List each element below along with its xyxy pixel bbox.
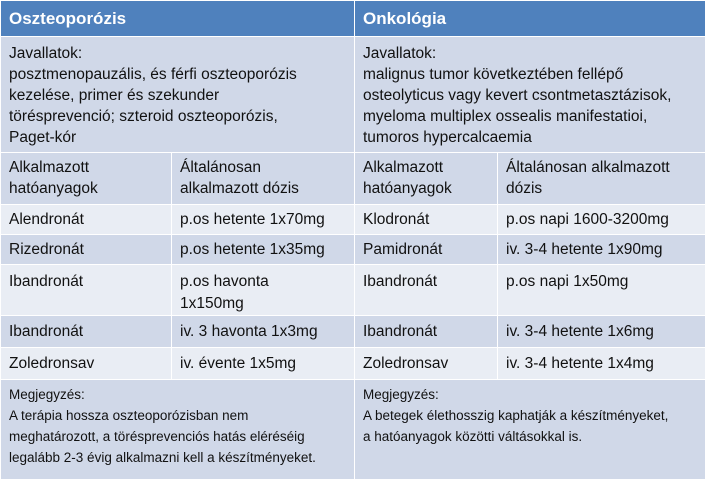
note-line: A betegek élethosszig kaphatják a készítményeket,	[363, 405, 697, 426]
indications-oncology	[355, 37, 705, 153]
right-dose-cell: p.os napi 1x50mg	[498, 265, 705, 316]
indication-line: malignus tumor következtében fellépő	[363, 64, 697, 85]
indication-line: osteolyticus vagy kevert csontmetasztázisok,	[363, 85, 697, 106]
indication-line: kezelése, primer és szekunder	[9, 85, 346, 106]
table-row	[1, 205, 705, 235]
header-row	[1, 1, 705, 37]
left-drug-cell: Ibandronát	[1, 316, 172, 348]
note-line: Megjegyzés:	[9, 384, 346, 405]
table-row	[1, 235, 705, 265]
left-drug-cell: Ibandronát	[1, 265, 172, 316]
indication-line: tumoros hypercalcaemia	[363, 127, 697, 148]
right-drug-cell: Pamidronát	[355, 235, 498, 265]
right-dose-cell: iv. 3-4 hetente 1x90mg	[498, 235, 705, 265]
right-drug-cell: Klodronát	[355, 205, 498, 235]
subheader-left-drug: Alkalmazott hatóanyagok	[1, 153, 172, 205]
indication-line: posztmenopauzális, és férfi oszteoporózis	[9, 64, 346, 85]
note-oncology	[355, 380, 705, 480]
header-oncology: Onkológia	[355, 1, 705, 37]
subheader-right-dose: Általánosan alkalmazott dózis	[498, 153, 705, 205]
indication-line: törésprevenció; szteroid oszteoporózis,	[9, 106, 346, 127]
right-drug-cell: Zoledronsav	[355, 348, 498, 380]
subheader-row	[1, 153, 705, 205]
subheader-right-drug: Alkalmazott hatóanyagok	[355, 153, 498, 205]
left-dose-cell: p.os hetente 1x35mg	[172, 235, 355, 265]
note-line: a hatóanyagok közötti váltásokkal is.	[363, 426, 697, 447]
indication-line: myeloma multiplex ossealis manifestatioi,	[363, 106, 697, 127]
indication-line: Javallatok:	[9, 43, 346, 64]
table-row	[1, 316, 705, 348]
left-dose-cell: p.os hetente 1x70mg	[172, 205, 355, 235]
indications-osteoporosis	[1, 37, 355, 153]
notes-row	[1, 380, 705, 480]
left-dose-cell: iv. 3 havonta 1x3mg	[172, 316, 355, 348]
table-row	[1, 348, 705, 380]
subheader-left-dose: Általánosan alkalmazott dózis	[172, 153, 355, 205]
indication-line: Javallatok:	[363, 43, 697, 64]
right-dose-cell: iv. 3-4 hetente 1x6mg	[498, 316, 705, 348]
left-dose-cell: iv. évente 1x5mg	[172, 348, 355, 380]
note-line: legalább 2-3 évig alkalmazni kell a készítményeket.	[9, 447, 346, 468]
right-drug-cell: Ibandronát	[355, 316, 498, 348]
indications-row	[1, 37, 705, 153]
note-osteoporosis	[1, 380, 355, 480]
left-drug-cell: Rizedronát	[1, 235, 172, 265]
header-osteoporosis: Oszteoporózis	[1, 1, 355, 37]
left-drug-cell: Zoledronsav	[1, 348, 172, 380]
left-drug-cell: Alendronát	[1, 205, 172, 235]
right-drug-cell: Ibandronát	[355, 265, 498, 316]
indication-line: Paget-kór	[9, 127, 346, 148]
note-line: meghatározott, a törésprevenciós hatás eléréséig	[9, 426, 346, 447]
right-dose-cell: p.os napi 1600-3200mg	[498, 205, 705, 235]
table-row	[1, 265, 705, 316]
note-line: Megjegyzés:	[363, 384, 697, 405]
right-dose-cell: iv. 3-4 hetente 1x4mg	[498, 348, 705, 380]
left-dose-cell: p.os havonta 1x150mg	[172, 265, 355, 316]
note-line: A terápia hossza oszteoporózisban nem	[9, 405, 346, 426]
